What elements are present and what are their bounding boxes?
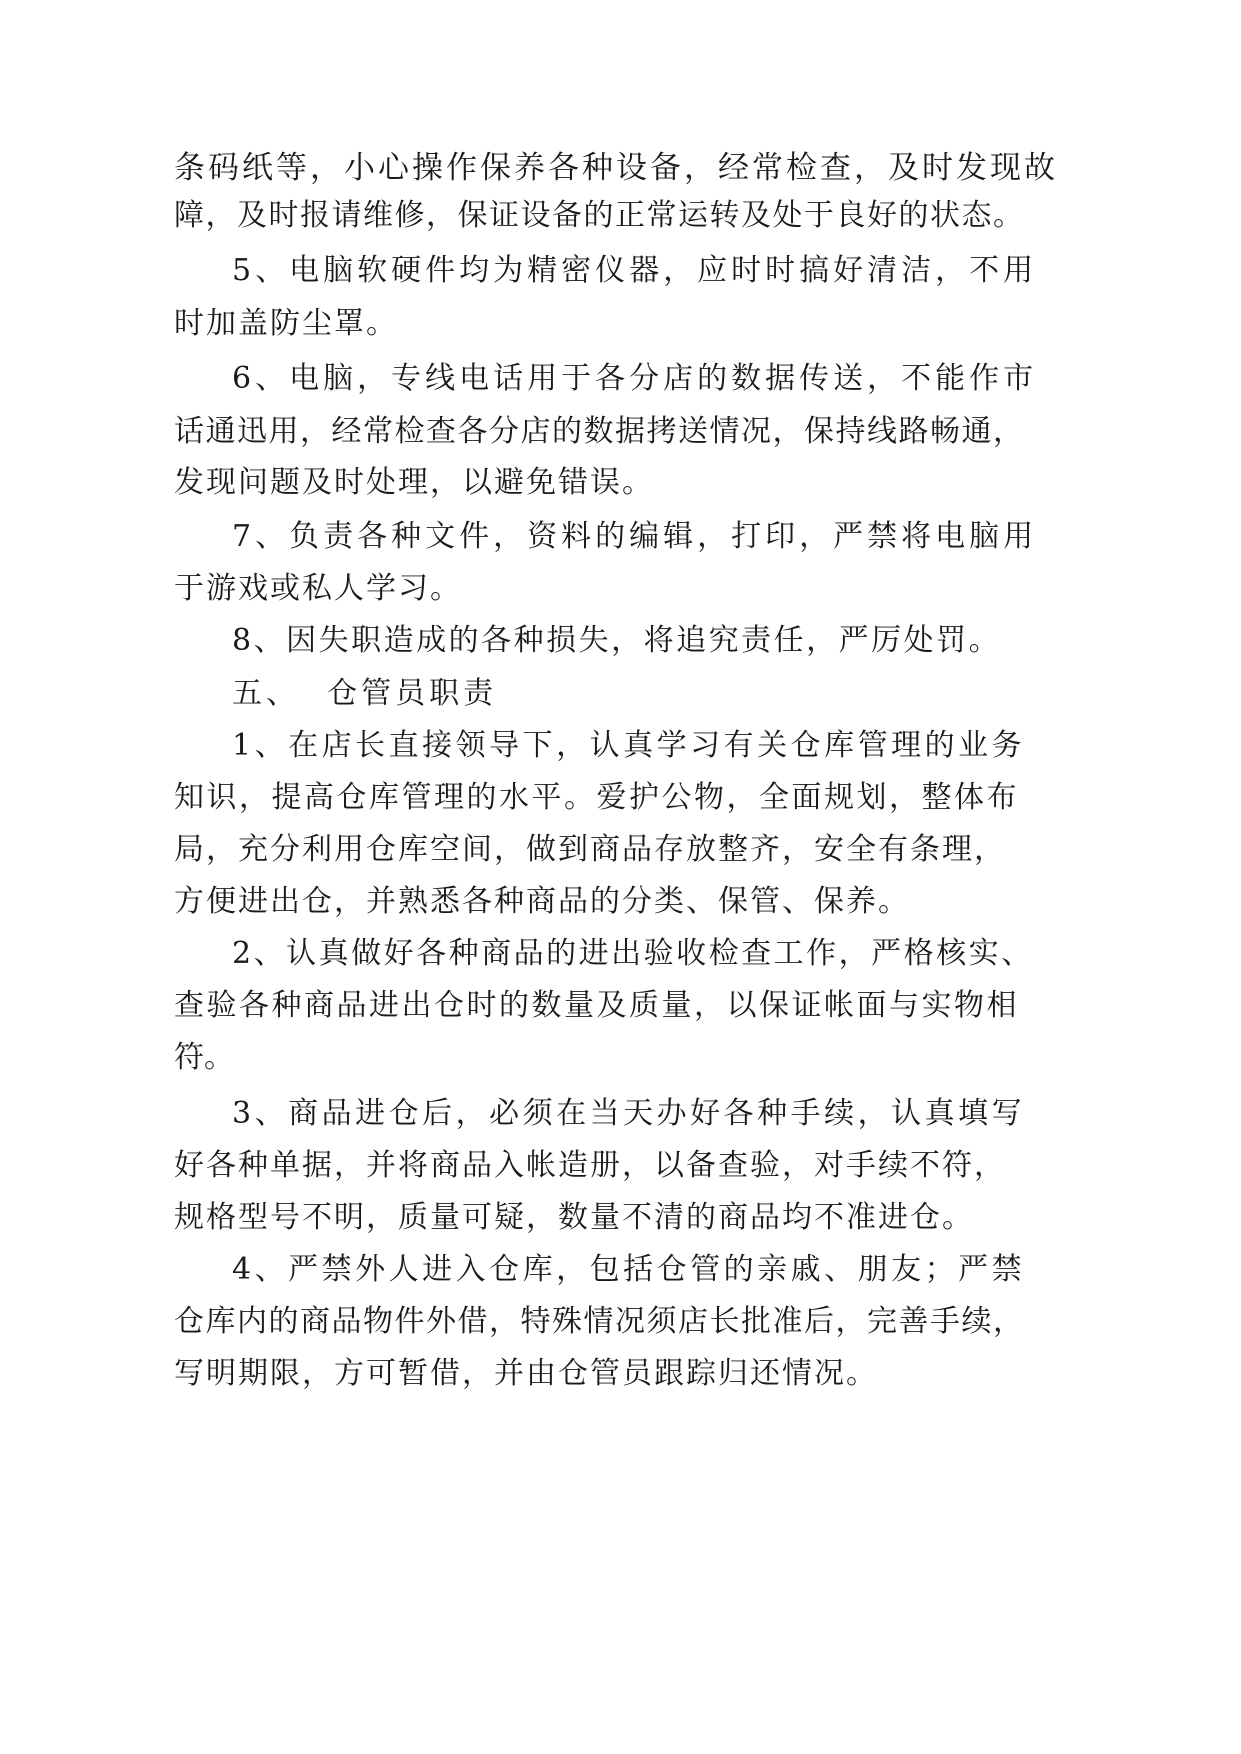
text-line: 写明期限，方可暂借，并由仓管员跟踪归还情况。 bbox=[174, 1356, 878, 1391]
section-heading: 五、 仓管员职责 bbox=[232, 676, 498, 711]
text-line: 局，充分利用仓库空间，做到商品存放整齐，安全有条理， bbox=[174, 832, 1006, 867]
text-line: 时加盖防尘罩。 bbox=[174, 306, 398, 341]
text-line: 1、在店长直接领导下，认真学习有关仓库管理的业务 bbox=[232, 728, 1026, 763]
text-line: 7、负责各种文件，资料的编辑，打印，严禁将电脑用 bbox=[232, 519, 1038, 554]
text-line: 6、电脑，专线电话用于各分店的数据传送，不能作市 bbox=[232, 361, 1038, 396]
text-line: 2、认真做好各种商品的进出验收检查工作，严格核实、 bbox=[232, 936, 1034, 971]
text-line: 好各种单据，并将商品入帐造册，以备查验，对手续不符， bbox=[174, 1148, 1006, 1183]
text-line: 4、严禁外人进入仓库，包括仓管的亲戚、朋友；严禁 bbox=[232, 1252, 1026, 1287]
text-line: 发现问题及时处理，以避免错误。 bbox=[174, 465, 654, 500]
text-line: 规格型号不明，质量可疑，数量不清的商品均不准进仓。 bbox=[174, 1200, 974, 1235]
text-line: 条码纸等，小心操作保养各种设备，经常检查，及时发现故 bbox=[174, 150, 1058, 186]
text-line: 于游戏或私人学习。 bbox=[174, 571, 462, 606]
text-line: 知识，提高仓库管理的水平。爱护公物，全面规划，整体布 bbox=[174, 780, 1019, 815]
text-line: 仓库内的商品物件外借，特殊情况须店长批准后，完善手续， bbox=[174, 1304, 1025, 1339]
text-line: 方便进出仓，并熟悉各种商品的分类、保管、保养。 bbox=[174, 884, 910, 919]
text-line: 查验各种商品进出仓时的数量及质量，以保证帐面与实物相 bbox=[174, 988, 1019, 1023]
text-line: 符。 bbox=[174, 1040, 234, 1075]
text-line: 5、电脑软硬件均为精密仪器，应时时搞好清洁，不用 bbox=[232, 253, 1038, 288]
text-line: 障，及时报请维修，保证设备的正常运转及处于良好的状态。 bbox=[174, 198, 1025, 233]
text-line: 3、商品进仓后，必须在当天办好各种手续，认真填写 bbox=[232, 1096, 1026, 1131]
text-line: 8、因失职造成的各种损失，将追究责任，严厉处罚。 bbox=[232, 623, 1002, 658]
text-line: 话通迅用，经常检查各分店的数据拷送情况，保持线路畅通， bbox=[174, 414, 1025, 449]
